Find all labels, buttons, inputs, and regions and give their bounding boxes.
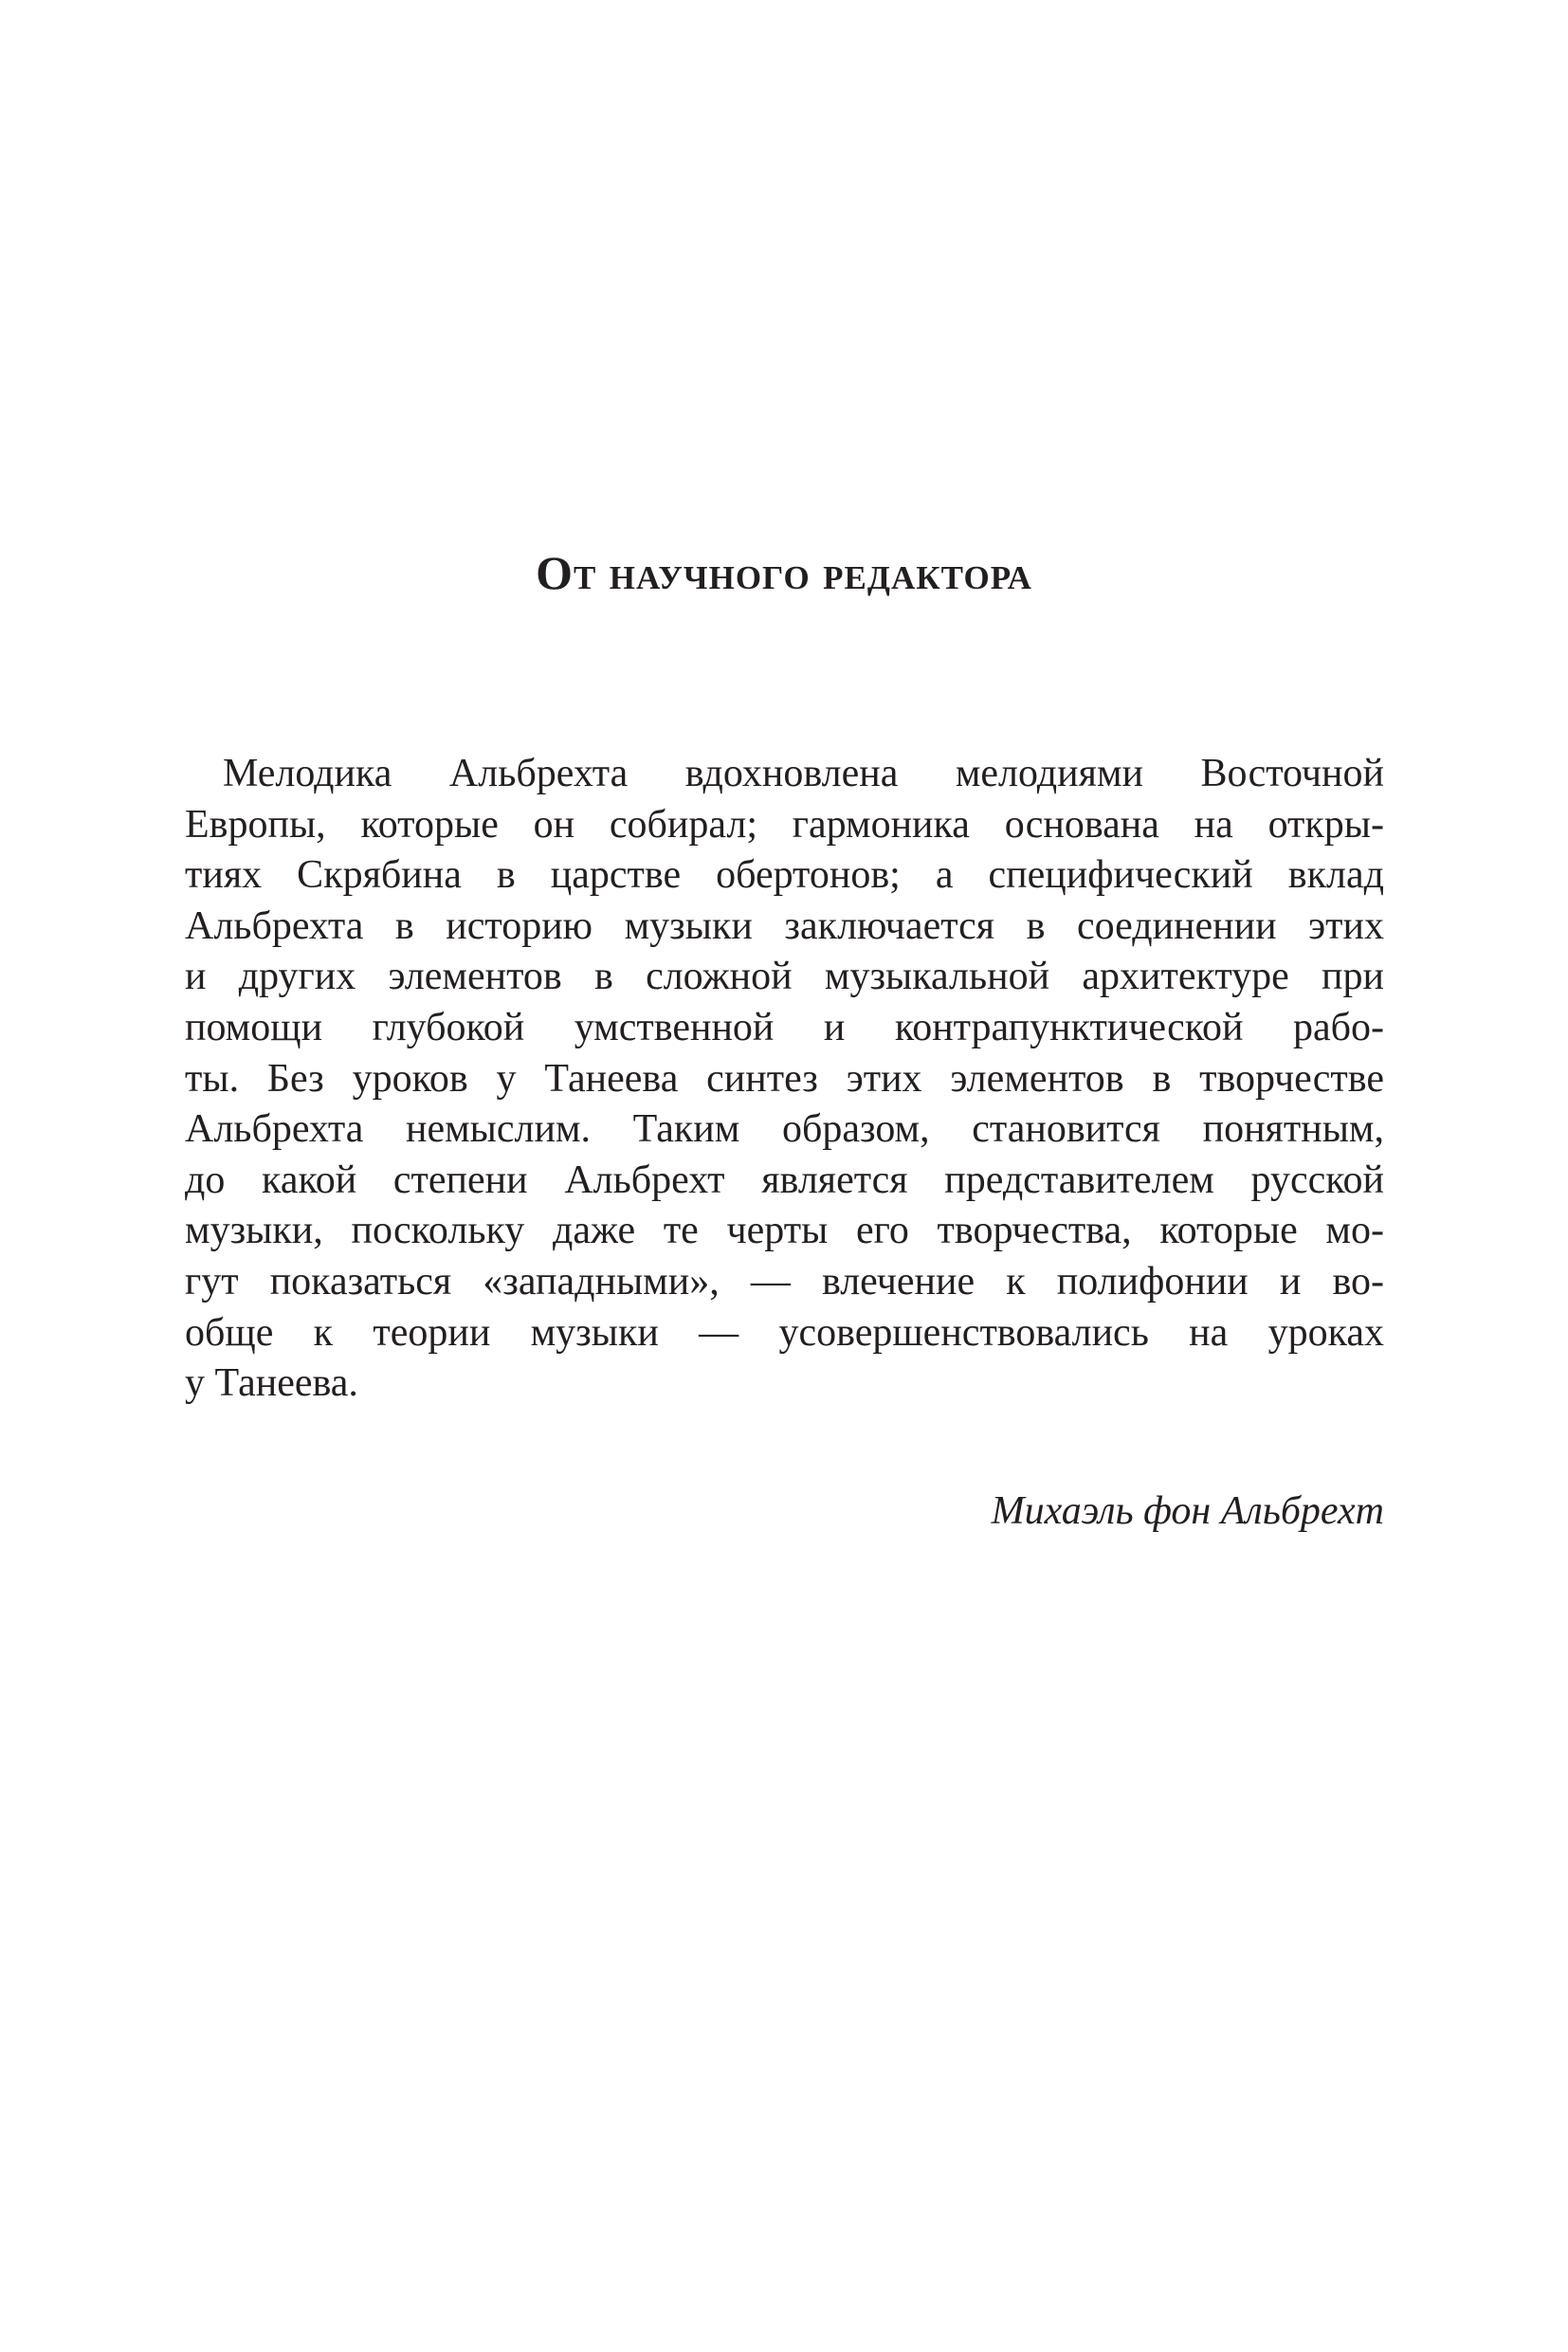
paragraph-line: у Танеева.	[185, 1361, 358, 1406]
paragraph-line: обще к теории музыки — усовершенствовались на уроках	[185, 1310, 1384, 1355]
paragraph-line: музыки, поскольку даже те черты его творчества, которые мо-	[185, 1209, 1384, 1253]
paragraph-line: Альбрехта немыслим. Таким образом, становится понятным,	[185, 1107, 1384, 1152]
paragraph-line: Альбрехта в историю музыки заключается в соединении этих	[185, 903, 1384, 948]
paragraph-line: тиях Скрябина в царстве обертонов; а специфический вклад	[185, 853, 1384, 898]
paragraph-line: и других элементов в сложной музыкальной архитектуре при	[185, 955, 1384, 999]
paragraph-line: помощи глубокой умственной и контрапунктической рабо-	[185, 1005, 1384, 1049]
section-heading: От научного редактора	[536, 546, 1032, 599]
body-paragraph	[185, 749, 1384, 1410]
author-signature: Михаэль фон Альбрехт	[991, 1489, 1384, 1533]
paragraph-line: гут показаться «западными», — влечение к полифонии и во-	[185, 1259, 1384, 1304]
paragraph-line: Мелодика Альбрехта вдохновлена мелодиями Восточной	[223, 752, 1384, 795]
paragraph-line: до какой степени Альбрехт является представителем русской	[185, 1158, 1384, 1202]
paragraph-line: ты. Без уроков у Танеева синтез этих элементов в творчестве	[185, 1056, 1384, 1101]
paragraph-line: Европы, которые он собирал; гармоника основана на откры-	[185, 802, 1384, 847]
